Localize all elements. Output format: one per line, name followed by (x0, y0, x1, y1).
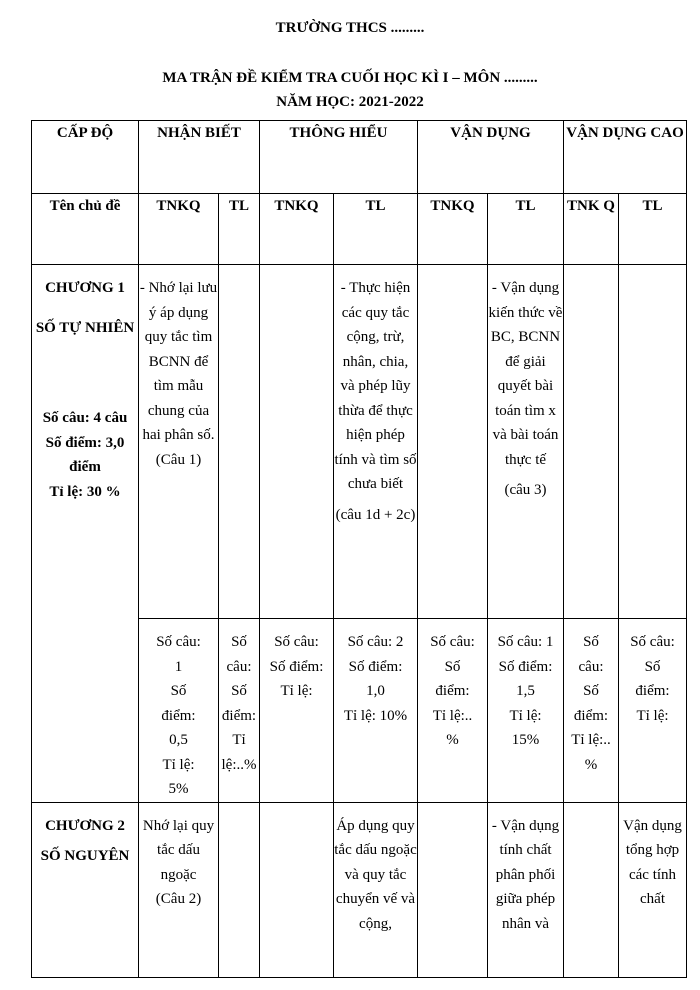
chapter1-understanding-objective (334, 265, 418, 619)
empty-cell (418, 802, 488, 977)
sub-header: TNKQ (260, 194, 334, 265)
chapter2-topic: SỐ NGUYÊN (40, 848, 130, 864)
stat-line: 1,0 (366, 683, 385, 699)
stat-cell (219, 619, 260, 803)
question-ref: (Câu 1) (155, 451, 202, 468)
chapter1-cell (32, 265, 139, 803)
sub-header: TL (488, 194, 564, 265)
objective-text: - Vận dụng kiến thức về BC, BCNN để giải quyết bài toán tìm x và bài toán thực tế (488, 280, 563, 468)
chapter2-name: CHƯƠNG 2 (45, 817, 125, 834)
chapter1-points: Số điểm: 3,0 điểm (45, 434, 125, 475)
level-advanced-application: VẬN DỤNG CAO (564, 121, 687, 194)
stat-line: 1 (174, 658, 183, 675)
objective-text: - Nhớ lại lưu ý áp dụng quy tắc tìm BCNN để tìm mẫu chung của hai phân số. (139, 280, 218, 443)
level-understanding: THÔNG HIỂU (260, 121, 418, 194)
stat-line: % (446, 732, 459, 748)
sub-header: TL (219, 194, 260, 265)
stat-cell (564, 619, 619, 803)
stat-line: Số câu: 2 (347, 634, 404, 650)
empty-cell (219, 265, 260, 619)
stat-line: Số điểm: (498, 658, 553, 675)
stat-line: 0,5 (169, 732, 188, 748)
school-year: NĂM HỌC: 2021-2022 (276, 94, 424, 110)
stat-cell (139, 619, 219, 803)
empty-cell (260, 265, 334, 619)
stat-line: Số (644, 658, 661, 675)
stat-line: Tỉ lệ:.. (432, 707, 473, 724)
chapter2-application-objective (488, 802, 564, 977)
sub-header: TNK Q (564, 194, 619, 265)
chapter1-name: CHƯƠNG 1 (45, 280, 125, 296)
stat-line: điểm: (435, 683, 470, 699)
objective-text: Nhớ lại quy tắc dấu ngoặc (142, 817, 215, 883)
level-application: VẬN DỤNG (418, 121, 564, 194)
stat-line: câu: (578, 658, 604, 675)
sub-header: TL (334, 194, 418, 265)
stat-line: Tỉ lệ: (636, 707, 669, 724)
question-ref: (câu 1d + 2c) (335, 506, 416, 523)
stat-line: Số câu: (430, 634, 475, 650)
stat-line: Số câu: (156, 634, 201, 650)
stat-line: điểm: (161, 707, 196, 724)
stat-line: Số (231, 634, 247, 650)
question-ref: (câu 3) (504, 482, 547, 498)
empty-cell (619, 265, 687, 619)
empty-cell (219, 802, 260, 977)
chapter1-recognition-objective (139, 265, 219, 619)
document-title: MA TRẬN ĐỀ KIỂM TRA CUỐI HỌC KÌ I – MÔN ......... (162, 70, 538, 86)
stat-line: Số (444, 658, 461, 675)
stat-line: Số (170, 683, 187, 699)
stat-line: Số (231, 683, 247, 699)
stat-line: Số câu: (274, 634, 319, 650)
stat-line: Số điểm: (269, 658, 324, 675)
sub-header: TL (619, 194, 687, 265)
stat-line: điểm: (573, 707, 609, 724)
stat-line: lệ:..% (221, 756, 257, 773)
question-ref: (Câu 2) (155, 891, 202, 907)
stat-line: Tỉ lệ: (280, 683, 313, 699)
chapter2-understanding-objective (334, 802, 418, 977)
stat-line: Số câu: (630, 634, 675, 650)
stat-line: % (584, 756, 598, 773)
sub-header: TNKQ (139, 194, 219, 265)
level-recognition: NHẬN BIẾT (139, 121, 260, 194)
stat-line: 1,5 (516, 683, 535, 699)
stat-line: Số câu: 1 (497, 634, 554, 650)
objective-text: Áp dụng quy tắc dấu ngoặc và quy tắc chuyển vế và cộng, (334, 817, 417, 932)
matrix-table (31, 120, 687, 978)
empty-cell (564, 265, 619, 619)
objective-text: - Vận dụng tính chất phân phối giữa phép nhân và (491, 817, 560, 932)
stat-line: Tỉ lệ:.. (571, 732, 611, 748)
stat-cell (418, 619, 488, 803)
school-name: TRƯỜNG THCS ......... (275, 20, 425, 36)
stat-line: điểm: (221, 707, 257, 724)
chapter1-ratio: Tỉ lệ: 30 % (49, 483, 121, 500)
level-header: CẤP ĐỘ (32, 121, 139, 194)
empty-cell (564, 802, 619, 977)
objective-text: - Thực hiện các quy tắc cộng, trừ, nhân, chia, và phép lũy thừa để thực hiện phép tính và tìm số chưa biết (334, 280, 417, 492)
stat-line: Tỉ lệ: 10% (343, 707, 408, 724)
sub-header: TNKQ (418, 194, 488, 265)
chapter1-application-objective (488, 265, 564, 619)
chapter1-questions: Số câu: 4 câu (42, 410, 128, 426)
empty-cell (260, 802, 334, 977)
chapter2-cell (32, 802, 139, 977)
stat-line: Số (583, 634, 599, 650)
empty-cell (418, 265, 488, 619)
stat-cell (619, 619, 687, 803)
stat-line: Tỉ lệ: (509, 707, 542, 724)
stat-line: Số (583, 683, 599, 699)
stat-cell (488, 619, 564, 803)
stat-line: Tỉ lệ: (162, 756, 195, 773)
stat-line: câu: (226, 658, 252, 675)
objective-text: Vận dụng tổng hợp các tính chất (623, 817, 682, 907)
stat-line: điểm: (635, 683, 670, 699)
stat-cell (260, 619, 334, 803)
stat-line: Tỉ (232, 732, 246, 748)
stat-line: Số điểm: (348, 658, 403, 675)
stat-line: 15% (511, 732, 540, 748)
chapter2-recognition-objective (139, 802, 219, 977)
stat-cell (334, 619, 418, 803)
stat-line: 5% (168, 781, 189, 797)
topic-header: Tên chủ đề (32, 194, 139, 265)
chapter1-topic: SỐ TỰ NHIÊN (35, 319, 135, 336)
chapter2-advanced-objective (619, 802, 687, 977)
